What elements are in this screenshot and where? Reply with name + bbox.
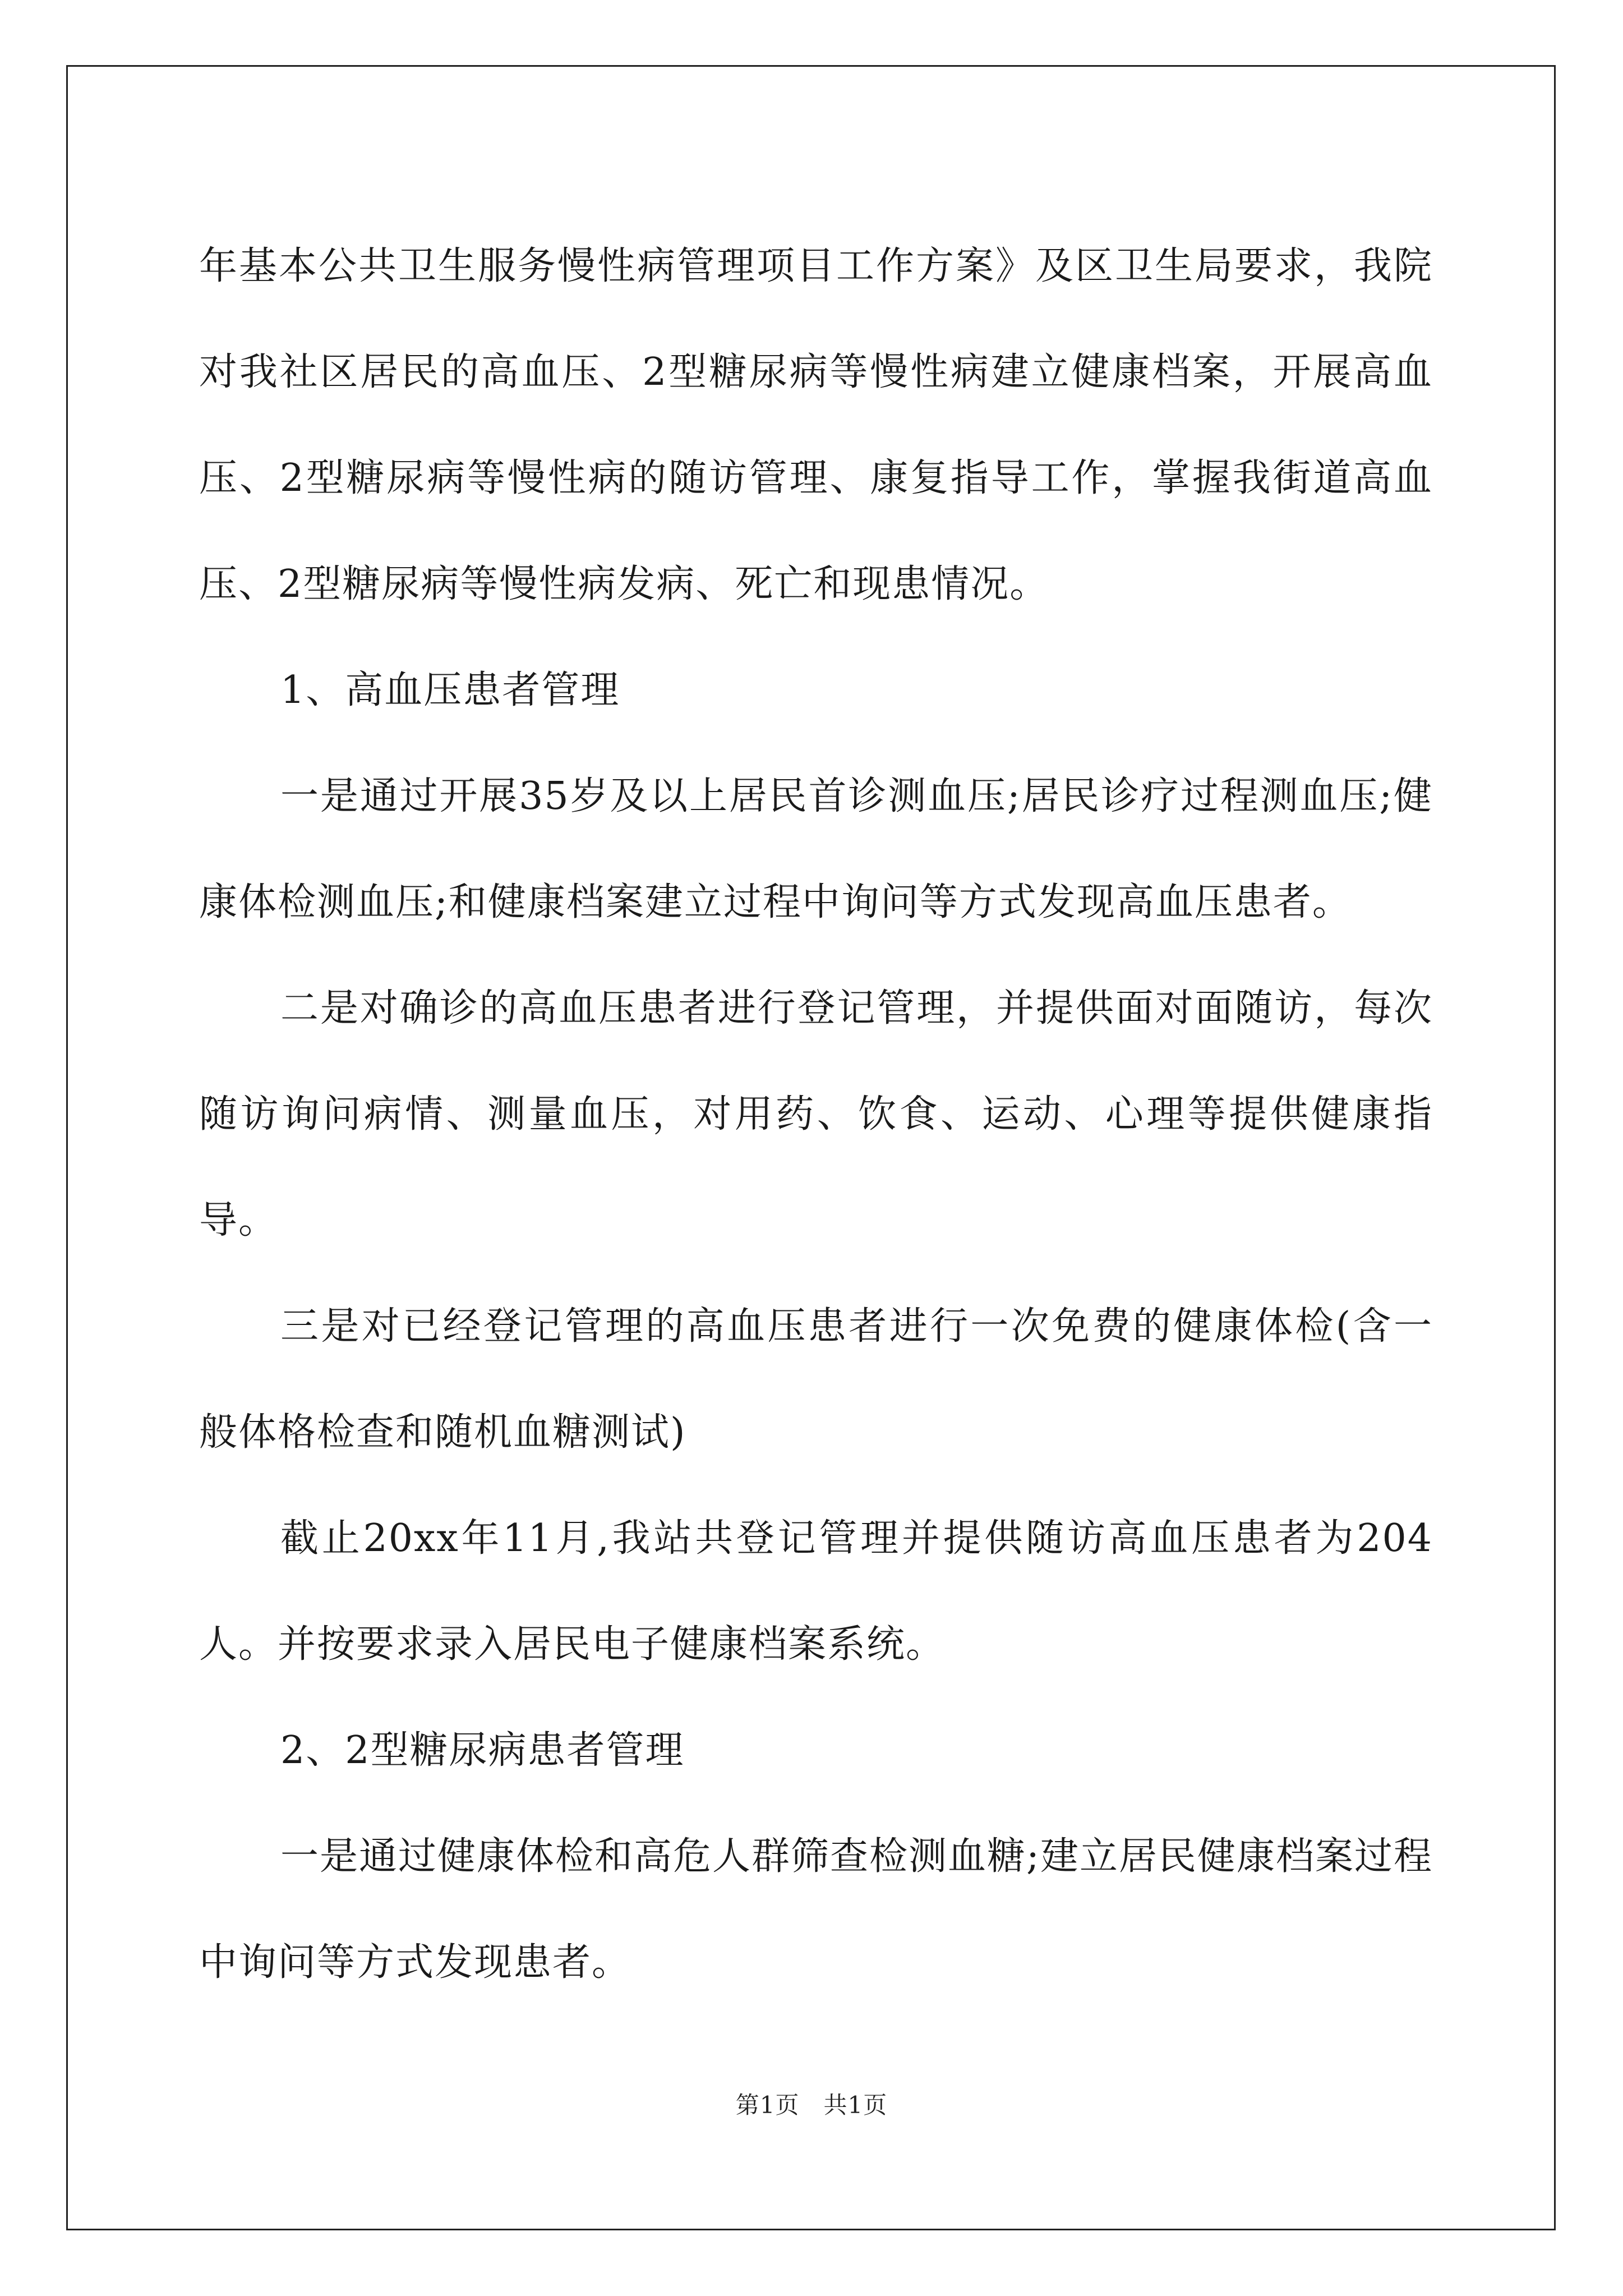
page-total: 共1页 [823,2091,888,2119]
paragraph-intro: 年基本公共卫生服务慢性病管理项目工作方案》及区卫生局要求，我院对我社区居民的高血压、2型糖尿病等慢性病建立健康档案，开展高血压、2型糖尿病等慢性病的随访管理、康复指导工作，掌握我街道高血压、2型糖尿病等慢性病发病、死亡和现患情况。 [199,244,1433,606]
paragraph-hypertension-checkup: 三是对已经登记管理的高血压患者进行一次免费的健康体检(含一般体格检查和随机血糖测试) [199,1304,1433,1455]
paragraph-diabetes-detection: 一是通过健康体检和高危人群筛查检测血糖;建立居民健康档案过程中询问等方式发现患者。 [199,1834,1433,1985]
paragraph-hypertension-stats: 截止20xx年11月,我站共登记管理并提供随访高血压患者为204人。并按要求录入居民电子健康档案系统。 [199,1516,1433,1667]
paragraph-hypertension-detection: 一是通过开展35岁及以上居民首诊测血压;居民诊疗过程测血压;健康体检测血压;和健康档案建立过程中询问等方式发现高血压患者。 [199,774,1433,924]
heading-hypertension: 1、高血压患者管理 [280,668,620,712]
paragraph-hypertension-followup: 二是对确诊的高血压患者进行登记管理，并提供面对面随访，每次随访询问病情、测量血压，对用药、饮食、运动、心理等提供健康指导。 [199,986,1433,1243]
page-footer [0,2087,1623,2120]
document-body [199,213,1433,2016]
heading-diabetes: 2、2型糖尿病患者管理 [280,1728,685,1773]
page-number: 第1页 [735,2091,800,2119]
